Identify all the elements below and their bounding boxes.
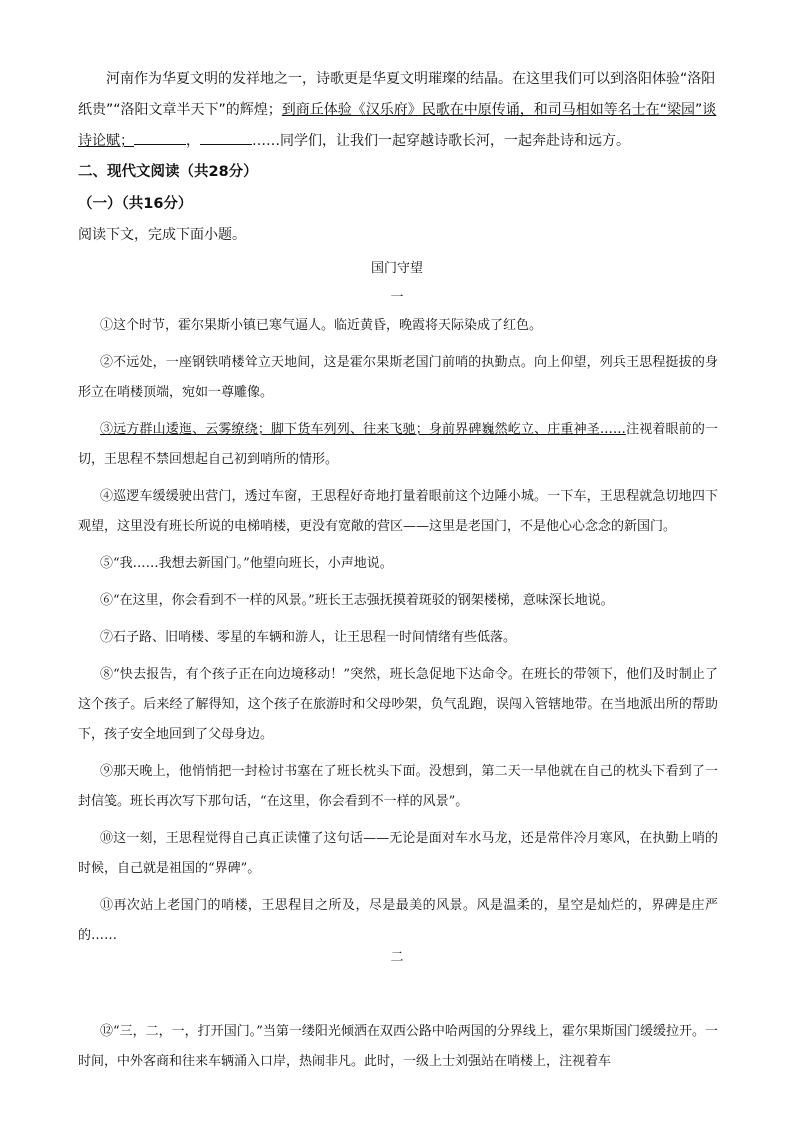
article-body-part-two: [78, 1017, 718, 1084]
intro-text-2: ……同学们，让我们一起穿越诗歌长河，一起奔赴诗和远方。: [252, 133, 630, 149]
paragraph-2: ②不远处，一座钢铁哨楼耸立天地间，这是霍尔果斯老国门前哨的执勤点。向上仰望，列兵王思程挺拔的身形立在哨楼顶端，宛如一尊雕像。: [78, 355, 718, 400]
paragraph-11: ⑪再次站上老国门的哨楼，王思程目之所及，尽是最美的风景。风是温柔的，星空是灿烂的，界碑是庄严的……: [78, 898, 718, 943]
paragraph-8: ⑧“快去报告，有个孩子正在向边境移动！”突然，班长急促地下达命令。在班长的带领下，他们及时制止了这个孩子。后来经了解得知，这个孩子在旅游时和父母吵架，负气乱跑，误闯入管辖地带。在当地派出所的帮助下，孩子安全地回到了父母身边。: [78, 667, 718, 742]
paragraph-12: ⑫“三，二，一，打开国门。”当第一缕阳光倾洒在双西公路中哈两国的分界线上，霍尔果斯国门缓缓拉开。一时间，中外客商和往来车辆涌入口岸，热闹非凡。此时，一级上士刘强站在哨楼上，注视着车: [78, 1024, 718, 1069]
answer-blank-2[interactable]: [200, 130, 252, 145]
intro-paragraph: 河南作为华夏文明的发祥地之一，诗歌更是华夏文明璀璨的结晶。在这里我们可以到洛阳体验“洛阳纸贵”“洛阳文章半天下”的辉煌；到商丘体验《汉乐府》民歌在中原传诵，和司马相如等名士在“梁园”谈诗论赋； ， ……同学们，让我们一起穿越诗歌长河，一起奔赴诗和远方。: [78, 71, 717, 149]
paragraph-3-rest: 注视着眼前的一切，王思程不禁回想起自己初到哨所的情形。: [78, 422, 718, 467]
intro-underlined-text: 到商丘体验《汉乐府》民歌在中原传诵，和司马相如等名士在“梁园”谈诗论赋；: [78, 102, 717, 149]
intro-text-1: 河南作为华夏文明的发祥地之一，诗歌更是华夏文明璀璨的结晶。在这里我们可以到洛阳体验“洛阳纸贵”“洛阳文章半天下”的辉煌；: [78, 71, 716, 118]
paragraph-4: ④巡逻车缓缓驶出营门，透过车窗，王思程好奇地打量着眼前这个边陲小城。一下车，王思程就急切地四下观望，这里没有班长所说的电梯哨楼，更没有宽敞的营区——这里是老国门，不是他心心念念的新国门。: [78, 489, 718, 534]
paragraph-10: ⑩这一刻，王思程觉得自己真正读懂了这句话——无论是面对车水马龙，还是常伴冷月寒风，在执勤上哨的时候，自己就是祖国的“界碑”。: [78, 831, 718, 876]
article-title: 国门守望: [370, 261, 423, 276]
answer-blank-1[interactable]: [134, 130, 186, 145]
article-body-part-one: [78, 311, 718, 958]
paragraph-3-underlined: ③远方群山逶迤、云雾缭绕；脚下货车列列、往来飞驰；身前界碑巍然屹立、庄重神圣……: [100, 422, 626, 437]
paragraph-7: ⑦石子路、旧哨楼、零星的车辆和游人，让王思程一时间情绪有些低落。: [100, 630, 517, 645]
paragraph-1: ①这个时节，霍尔果斯小镇已寒气逼人。临近黄昏，晚霞将天际染成了红色。: [100, 318, 543, 333]
paragraph-5: ⑤“我……我想去新国门。”他望向班长，小声地说。: [100, 556, 393, 571]
sub-section-heading: （一）（共16分）: [78, 196, 193, 212]
paragraph-3: [78, 415, 718, 475]
reading-instruction: 阅读下文，完成下面小题。: [78, 227, 246, 243]
section-heading: 二、现代文阅读（共28分）: [78, 164, 258, 180]
paragraph-9: ⑨那天晚上，他悄悄把一封检讨书塞在了班长枕头下面。没想到，第二天一早他就在自己的枕头下看到了一封信笺。班长再次写下那句话，“在这里，你会看到不一样的风景”。: [78, 764, 718, 809]
paragraph-6: ⑥“在这里，你会看到不一样的风景。”班长王志强抚摸着斑驳的钢架楼梯，意味深长地说。: [100, 593, 614, 608]
part-one-marker: 一: [390, 290, 404, 305]
part-two-marker: 二: [390, 950, 404, 965]
